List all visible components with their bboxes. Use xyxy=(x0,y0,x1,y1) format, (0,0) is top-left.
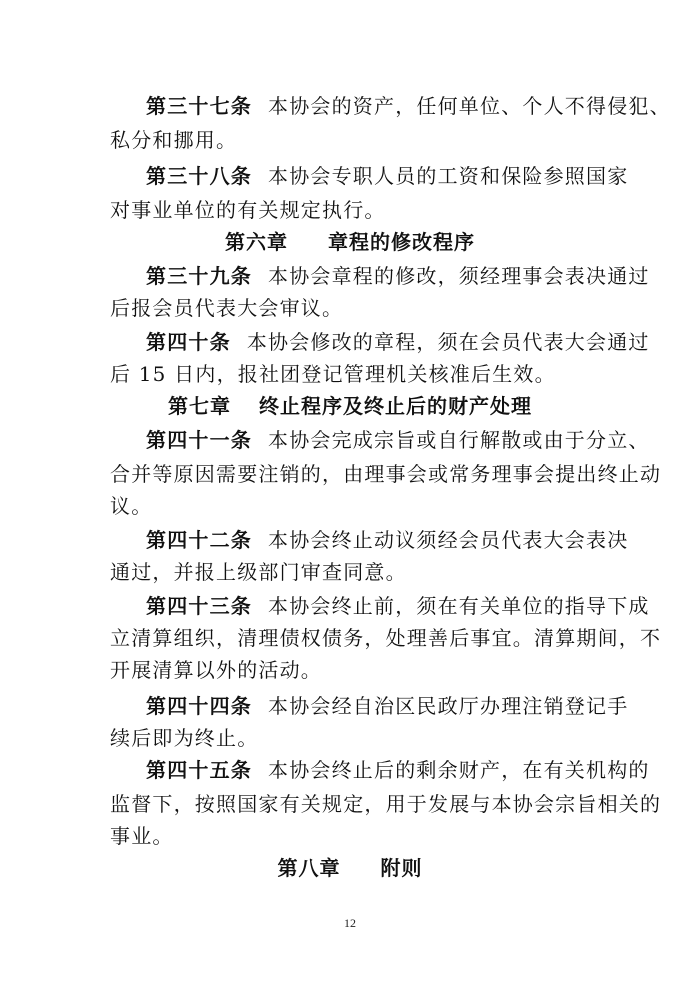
article-44-text: 本协会经自治区民政厅办理注销登记手 xyxy=(268,694,629,718)
chapter-7-heading xyxy=(0,388,700,424)
article-41-line-3: 议。 xyxy=(110,494,153,518)
article-44-line-1 xyxy=(0,688,700,724)
chapter-8-number: 第八章 xyxy=(277,856,341,880)
article-41-line-2: 合并等原因需要注销的，由理事会或常务理事会提出终止动 xyxy=(110,462,662,486)
article-38-line-1 xyxy=(0,158,700,194)
article-40-line-1 xyxy=(0,324,700,360)
article-40-line-2: 后 15 日内，报社团登记管理机关核准后生效。 xyxy=(110,362,556,386)
article-38-number: 第三十八条 xyxy=(146,164,252,188)
article-44-line-2: 续后即为终止。 xyxy=(110,726,259,750)
chapter-8-title: 附则 xyxy=(380,856,423,880)
page-number: 12 xyxy=(344,916,356,930)
article-42-number: 第四十二条 xyxy=(146,528,252,552)
article-43-number: 第四十三条 xyxy=(146,594,252,618)
article-40-number: 第四十条 xyxy=(146,330,231,354)
article-45-line-2: 监督下，按照国家有关规定，用于发展与本协会宗旨相关的 xyxy=(110,792,662,816)
article-41-number: 第四十一条 xyxy=(146,428,252,452)
article-45-line-1 xyxy=(0,752,700,788)
chapter-7-title: 终止程序及终止后的财产处理 xyxy=(259,394,532,418)
article-43-line-3: 开展清算以外的活动。 xyxy=(110,658,322,682)
article-40-text: 本协会修改的章程，须在会员代表大会通过 xyxy=(246,330,650,354)
article-42-line-2: 通过，并报上级部门审查同意。 xyxy=(110,560,407,584)
article-44-number: 第四十四条 xyxy=(146,694,252,718)
article-38-line-2: 对事业单位的有关规定执行。 xyxy=(110,198,386,222)
article-37-line-1 xyxy=(0,88,700,124)
article-41-line-1 xyxy=(0,422,700,458)
article-45-text: 本协会终止后的剩余财产，在有关机构的 xyxy=(268,758,650,782)
article-42-line-1 xyxy=(0,522,700,558)
article-39-text: 本协会章程的修改，须经理事会表决通过 xyxy=(268,264,650,288)
article-39-line-1 xyxy=(0,258,700,294)
article-43-line-1 xyxy=(0,588,700,624)
article-42-text: 本协会终止动议须经会员代表大会表决 xyxy=(268,528,629,552)
chapter-8-heading xyxy=(0,850,700,886)
article-39-line-2: 后报会员代表大会审议。 xyxy=(110,296,344,320)
article-38-text: 本协会专职人员的工资和保险参照国家 xyxy=(268,164,629,188)
article-45-line-3: 事业。 xyxy=(110,824,174,848)
article-37-line-2: 私分和挪用。 xyxy=(110,128,238,152)
article-37-number: 第三十七条 xyxy=(146,94,252,118)
chapter-6-number: 第六章 xyxy=(225,230,288,254)
article-43-line-2: 立清算组织，清理债权债务，处理善后事宜。清算期间，不 xyxy=(110,626,662,650)
article-45-number: 第四十五条 xyxy=(146,758,252,782)
article-41-text: 本协会完成宗旨或自行解散或由于分立、 xyxy=(268,428,650,452)
chapter-7-number: 第七章 xyxy=(168,394,231,418)
chapter-6-heading xyxy=(0,224,700,260)
article-39-number: 第三十九条 xyxy=(146,264,252,288)
article-43-text: 本协会终止前，须在有关单位的指导下成 xyxy=(268,594,650,618)
chapter-6-title: 章程的修改程序 xyxy=(328,230,475,254)
article-37-text: 本协会的资产，任何单位、个人不得侵犯、 xyxy=(268,94,671,118)
